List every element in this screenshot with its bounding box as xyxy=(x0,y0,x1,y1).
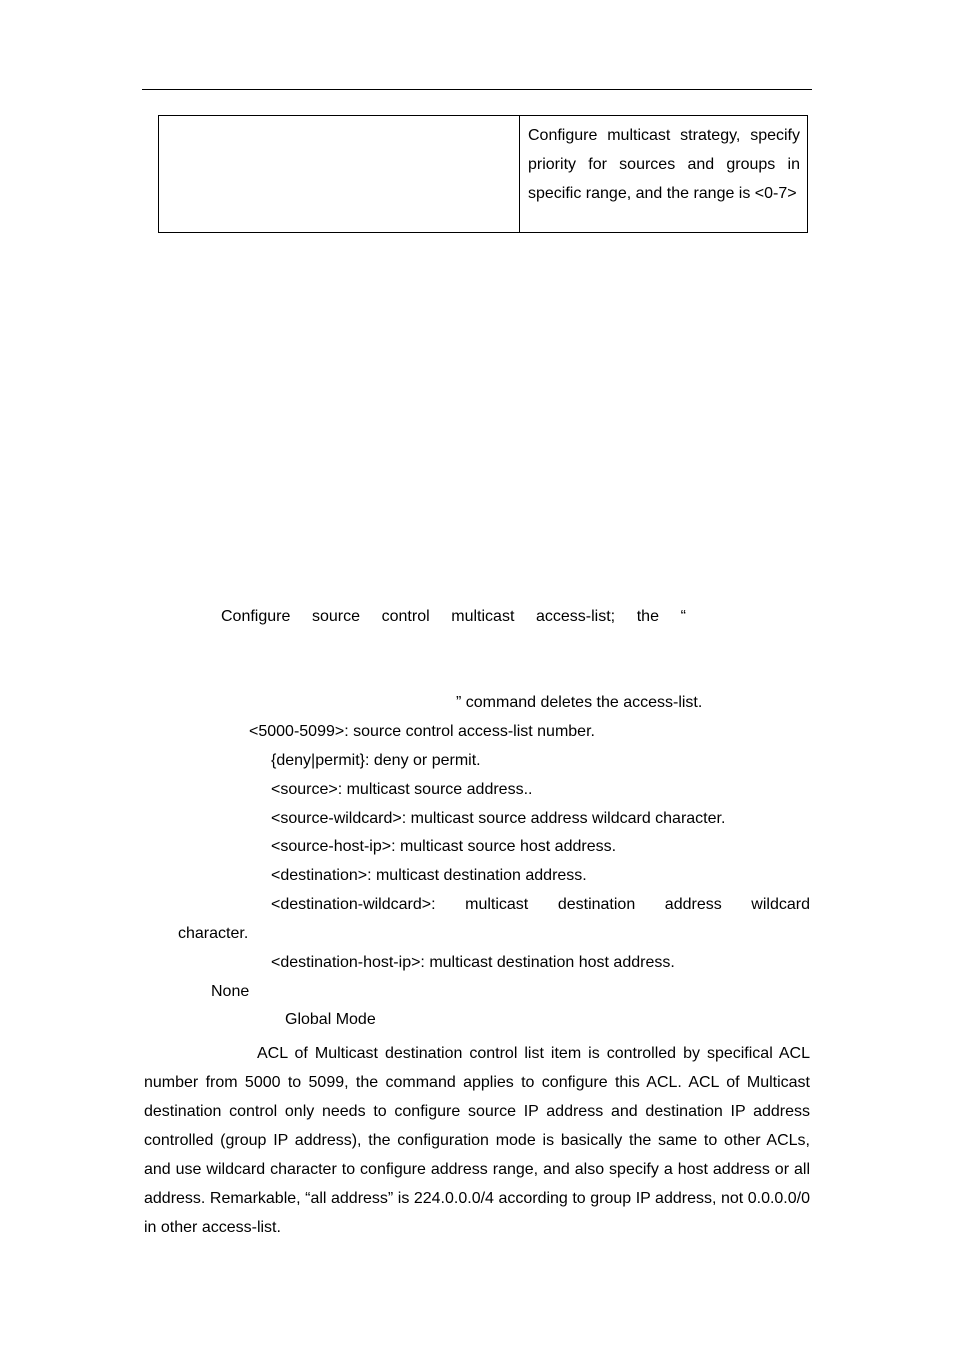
command-table xyxy=(158,115,808,233)
function-word: control xyxy=(381,608,430,625)
param-source-wildcard: <source-wildcard>: multicast source address wildcard character. xyxy=(271,810,726,827)
param-destination-host-ip: <destination-host-ip>: multicast destination host address. xyxy=(271,954,675,971)
table-column-divider xyxy=(519,116,520,232)
header-rule xyxy=(142,89,812,90)
param-destination-wildcard xyxy=(271,895,810,915)
command-mode-value: Global Mode xyxy=(285,1011,376,1028)
default-value: None xyxy=(211,983,250,1000)
function-word: “ xyxy=(680,608,686,625)
param-word: <destination-wildcard>: xyxy=(271,896,436,913)
param-word: multicast xyxy=(465,896,529,913)
param-source-host-ip: <source-host-ip>: multicast source host address. xyxy=(271,838,617,855)
function-word: multicast xyxy=(451,608,515,625)
param-word: destination xyxy=(557,896,636,913)
param-destination: <destination>: multicast destination address. xyxy=(271,867,587,884)
function-word: source xyxy=(311,608,361,625)
param-word: wildcard xyxy=(751,896,810,913)
param-source: <source>: multicast source address.. xyxy=(271,781,533,798)
param-word: address xyxy=(664,896,722,913)
param-deny-permit: {deny|permit}: deny or permit. xyxy=(271,752,481,769)
function-line xyxy=(221,607,686,627)
function-word: access-list; xyxy=(536,608,616,625)
usage-guide xyxy=(144,1039,810,1242)
table-cell-description: Configure multicast strategy, specify priority for sources and groups in specific range, and the range is <0-7> xyxy=(528,127,800,202)
param-destination-wildcard-cont: character. xyxy=(178,925,249,942)
function-tail: ” command deletes the access-list. xyxy=(456,694,703,711)
usage-guide-text: ACL of Multicast destination control list item is controlled by specifical ACL number from 5000 to 5099, the command applies to configure this ACL. ACL of Multicast destination control only needs to configure source IP address and destination IP address controlled (group IP address), the configuration mode is basically the same to other ACLs, and use wildcard character to configure address range, and also specify a host address or all address. Remarkable, “all address” is 224.0.0.0/4 according to group IP address, not 0.0.0.0/0 in other access-list. xyxy=(144,1045,810,1236)
function-word: Configure xyxy=(221,608,291,625)
function-word: the xyxy=(636,608,659,625)
param-acl-number: <5000-5099>: source control access-list number. xyxy=(249,723,595,740)
